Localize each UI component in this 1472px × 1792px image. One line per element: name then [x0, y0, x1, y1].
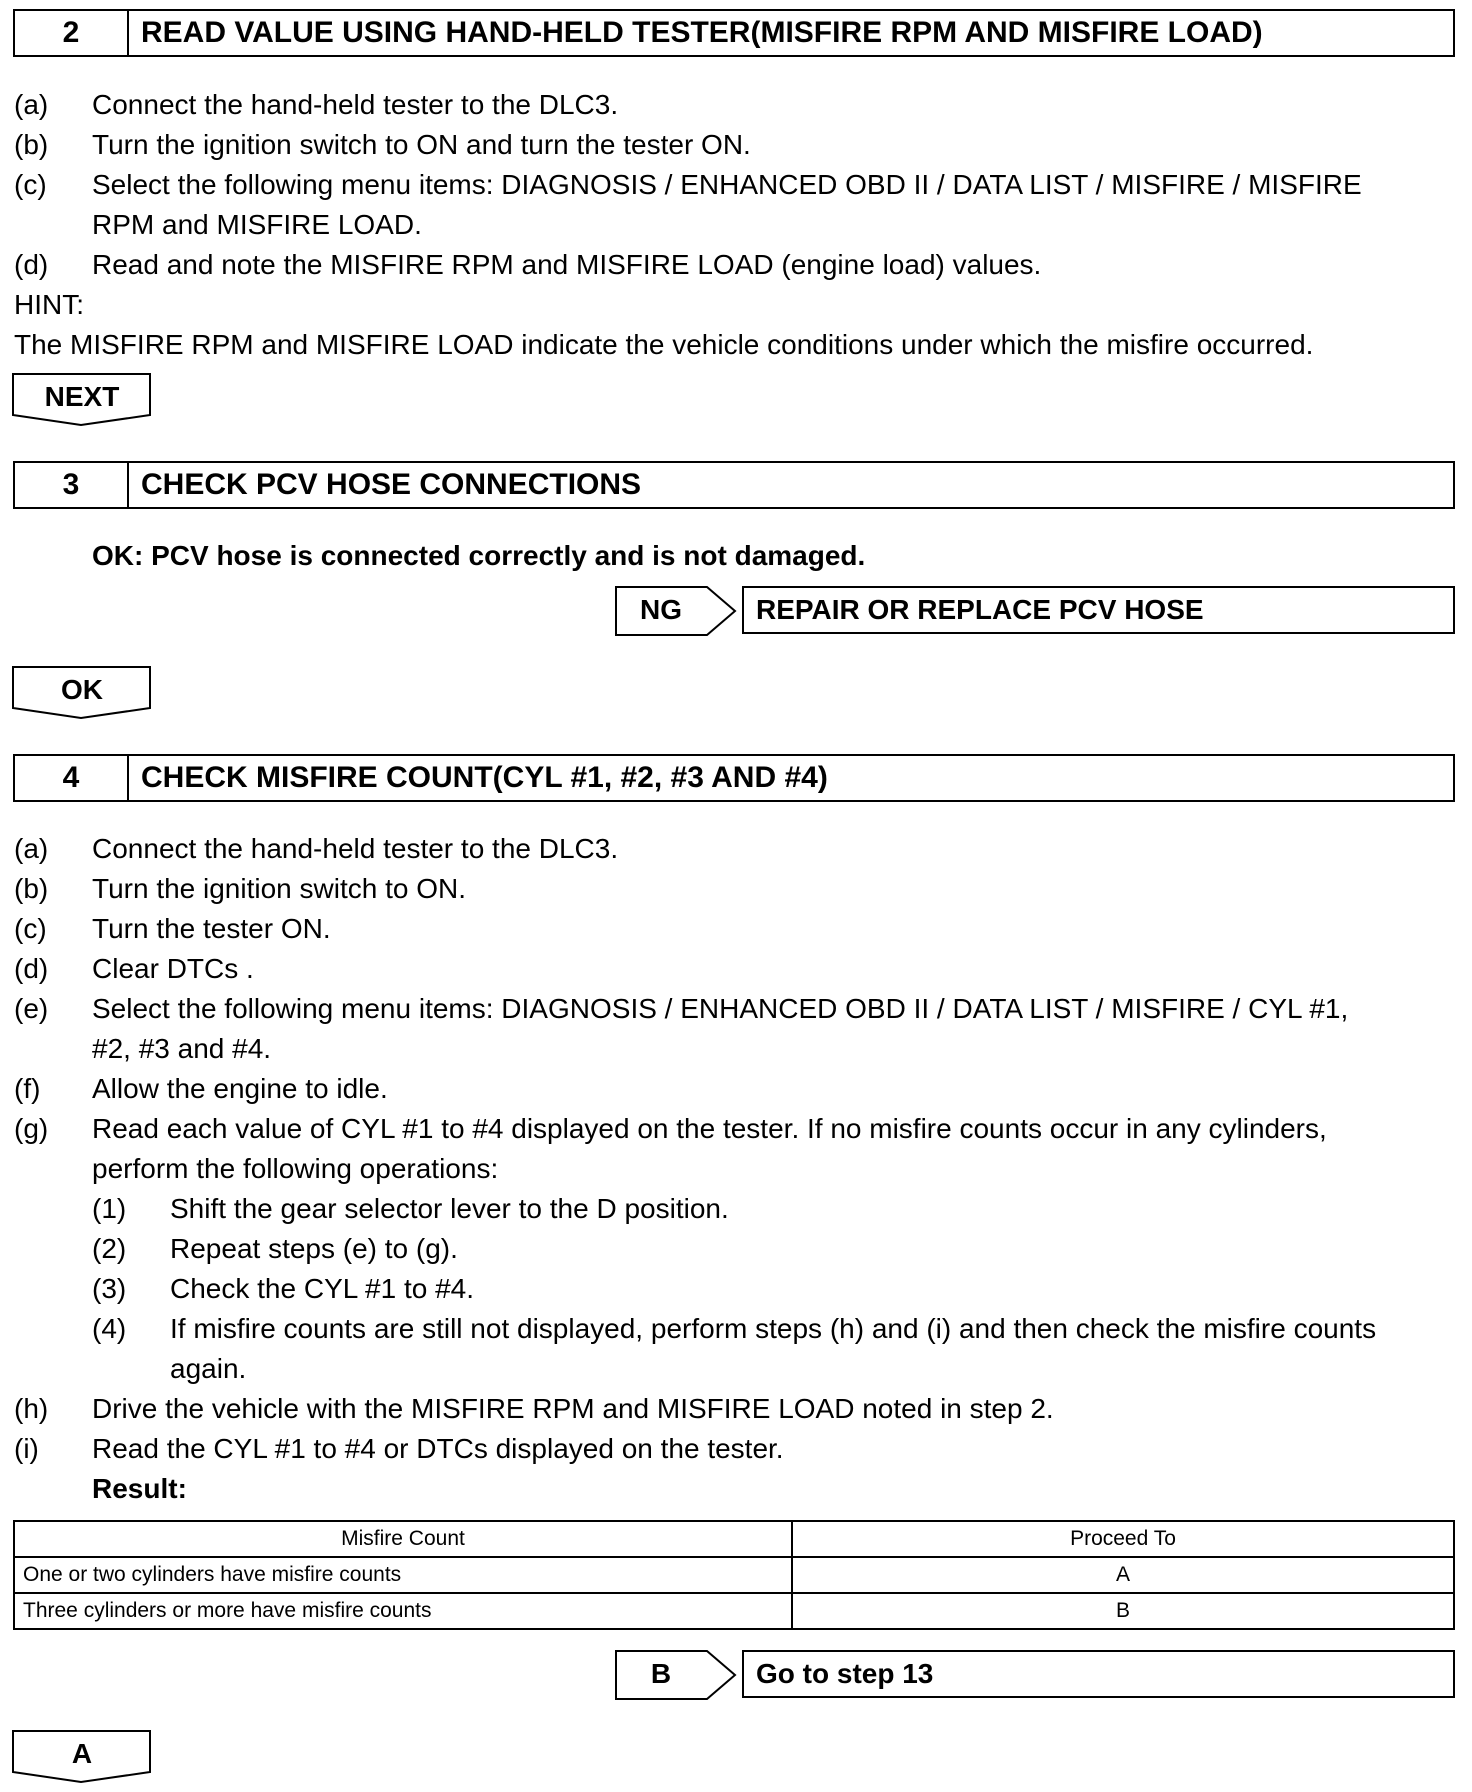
next-label: NEXT — [44, 381, 120, 412]
ng-action-box: REPAIR OR REPLACE PCV HOSE — [742, 586, 1455, 634]
table-cell: A — [792, 1557, 1454, 1593]
table-cell: B — [792, 1593, 1454, 1629]
ok-label: OK — [61, 674, 103, 705]
table-header: Misfire Count — [14, 1521, 792, 1557]
ng-label: NG — [640, 594, 682, 625]
step-number: 3 — [15, 463, 129, 507]
step-title: CHECK MISFIRE COUNT(CYL #1, #2, #3 AND #4) — [141, 761, 828, 794]
b-label: B — [650, 1658, 672, 1689]
table-header: Proceed To — [792, 1521, 1454, 1557]
step-4-header — [13, 754, 1455, 802]
table-cell: Three cylinders or more have misfire counts — [14, 1593, 792, 1629]
step-title: CHECK PCV HOSE CONNECTIONS — [141, 468, 642, 501]
step-2-header — [13, 9, 1455, 57]
b-action-box: Go to step 13 — [742, 1650, 1455, 1698]
table-row — [14, 1557, 1454, 1593]
step-3-header — [13, 461, 1455, 509]
table-row — [14, 1593, 1454, 1629]
step-title: READ VALUE USING HAND-HELD TESTER(MISFIRE RPM AND MISFIRE LOAD) — [141, 16, 1263, 49]
step-number: 2 — [15, 11, 129, 55]
result-table — [13, 1520, 1455, 1630]
a-label: A — [71, 1738, 93, 1769]
step-number: 4 — [15, 756, 129, 800]
table-cell: One or two cylinders have misfire counts — [14, 1557, 792, 1593]
table-header-row — [14, 1521, 1454, 1557]
